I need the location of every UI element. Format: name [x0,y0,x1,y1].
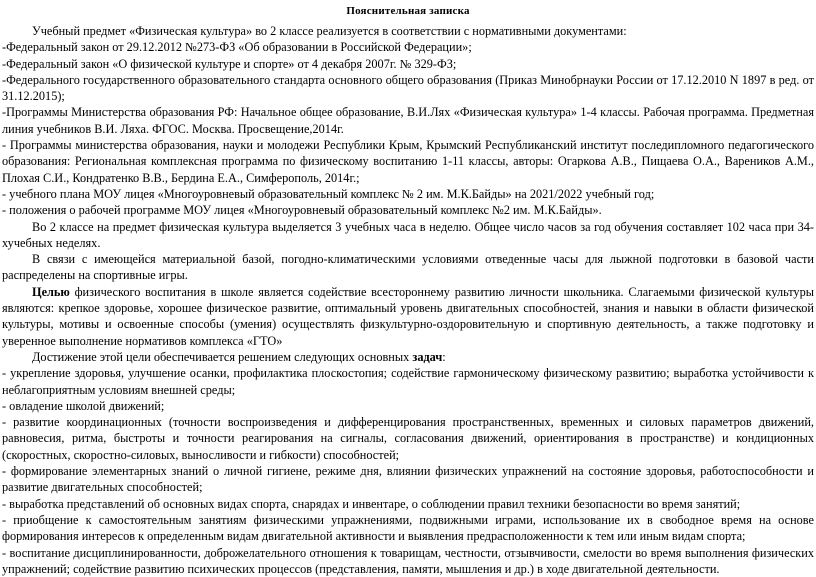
tasks-word: задач [412,350,442,364]
base-paragraph: В связи с имеющейся материальной базой, погодно-климатическими условиями отведенные часы для лыжной подготовки в базовой части распределены на спортивные игры. [2,251,814,284]
doc-item-5: - Программы министерства образования, науки и молодежи Республики Крым, Крымский Республиканский институт последипломного педагогического образования: Региональная комплексная программа по физическому воспитанию 1-11 классы, авторы: Огаркова А.В., Пищаева О.А., Вареников А.М., Плохая С.И., Кондратенко В.В., Бердина Е.А., Симферополь, 2014г.; [2,137,814,186]
doc-item-3: -Федерального государственного образовательного стандарта основного общего образования (Приказ Минобрнауки России от 17.12.2010 N 1897 в ред. от 31.12.2015); [2,72,814,105]
hours-paragraph: Во 2 классе на предмет физическая культура выделяется 3 учебных часа в неделю. Общее число часов за год обучения составляет 102 часа при 34-хучебных неделях. [2,219,814,252]
task-item-2: - овладение школой движений; [2,398,814,414]
task-item-4: - формирование элементарных знаний о личной гигиене, режиме дня, влиянии физических упражнений на состояние здоровья, работоспособности и развитие двигательных способностей; [2,463,814,496]
doc-item-4: -Программы Министерства образования РФ: Начальное общее образование, В.И.Лях «Физическая культура» 1-4 классы. Рабочая программа. Предметная линия учебников В.И. Ляха. ФГОС. Москва. Просвещение,2014г. [2,104,814,137]
goal-text: физического воспитания в школе является содействие всестороннему развитию личности школьника. Слагаемыми физической культуры являются: крепкое здоровье, хорошее физическое развитие, оптимальный уровень двигательных способностей, знания и навыки в области физической культуры, мотивы и освоенные способы (умения) осуществлять физкультурно-оздоровительную и спортивную деятельность, а также подготовку и уверенное выполнение нормативов комплекса «ГТО» [2,285,814,348]
doc-item-6: - учебного плана МОУ лицея «Многоуровневый образовательный комплекс № 2 им. М.К.Байды» на 2021/2022 учебный год; [2,186,814,202]
goal-word: Целью [32,285,70,299]
task-item-7: - воспитание дисциплинированности, доброжелательного отношения к товарищам, честности, отзывчивости, смелости во время выполнения физических упражнений; содействие развитию психических процессов (представления, памяти, мышления и др.) в ходе двигательной деятельности. [2,545,814,577]
task-item-3: - развитие координационных (точности воспроизведения и дифференцирования пространственных, временных и силовых параметров движений, равновесия, ритма, быстроты и точности реагирования на сигналы, согласования движений, ориентирования в пространстве) и кондиционных (скоростных, скоростно-силовых, выносливости и гибкости) способностей; [2,414,814,463]
task-item-6: - приобщение к самостоятельным занятиям физическими упражнениями, подвижными играми, использование их в свободное время на основе формирования интересов к определенным видам двигательной активности и выявления предрасположенности к тем или иным видам спорта; [2,512,814,545]
tasks-colon: : [442,350,445,364]
goal-paragraph [2,284,814,349]
doc-item-2: -Федеральный закон «О физической культуре и спорте» от 4 декабря 2007г. № 329-ФЗ; [2,56,814,72]
title-text: Пояснительная записка [346,5,469,17]
intro-paragraph: Учебный предмет «Физическая культура» во 2 классе реализуется в соответствии с нормативными документами: [2,23,814,39]
doc-item-1: -Федеральный закон от 29.12.2012 №273-ФЗ «Об образовании в Российской Федерации»; [2,39,814,55]
tasks-lead-paragraph [2,349,814,365]
tasks-lead: Достижение этой цели обеспечивается решением следующих основных [32,350,412,364]
task-item-1: - укрепление здоровья, улучшение осанки, профилактика плоскостопия; содействие гармоническому физическому развитию; выработка устойчивости к неблагоприятным условиям внешней среды; [2,365,814,398]
document-title [2,3,814,19]
task-item-5: - выработка представлений об основных видах спорта, снарядах и инвентаре, о соблюдении правил техники безопасности во время занятий; [2,496,814,512]
doc-item-7: - положения о рабочей программе МОУ лицея «Многоуровневый образовательный комплекс №2 им. М.К.Байды». [2,202,814,218]
